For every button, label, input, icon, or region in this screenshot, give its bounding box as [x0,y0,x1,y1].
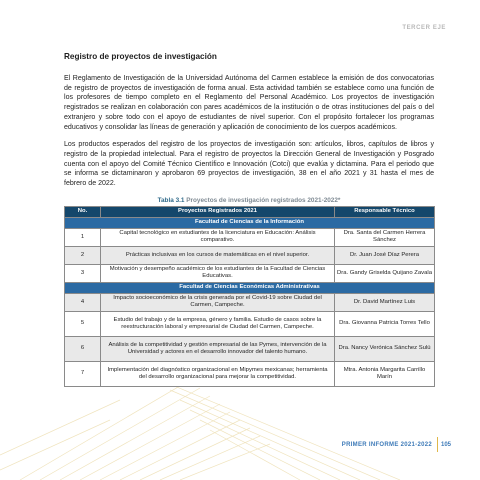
row-number: 5 [65,311,101,336]
paragraph-1: El Reglamento de Investigación de la Universidad Autónoma del Carmen establece la emisión de dos convocatorias de registro de proyectos de investigación de forma anual. Esta actividad también se establece como una función de los profesores de tiempo completo en el Reglamento del Personal Académico. Los proyectos de investigación registrados se realizan en colaboración con pares académicos de la institución o de otras instituciones del país o del extranjero y sobre todo con el apoyo de estudiantes de nivel superior. Con el propósito fortalecer los programas educativos y consolidar las líneas de generación y aplicación de conocimiento de los cuerpos académicos. [64,75,434,131]
row-responsible: Dr. David Martínez Luis [335,293,435,311]
footer-report-title: PRIMER INFORME 2021-2022 [341,442,432,448]
row-project: Prácticas inclusivas en los cursos de matemáticas en el nivel superior. [101,246,335,264]
table-caption-text: Proyectos de investigación registrados 2021-2022* [186,196,341,204]
table-section-row [65,217,435,228]
row-number: 1 [65,228,101,246]
row-number: 6 [65,336,101,361]
row-number: 3 [65,264,101,282]
row-responsible: Dra. Giovanna Patricia Torres Tello [335,311,435,336]
table-row [65,246,435,264]
header-no: No. [65,206,101,217]
table-row [65,311,435,336]
row-project: Motivación y desempeño académico de los estudiantes de la Facultad de Ciencias Educativas. [101,264,335,282]
row-responsible: Dra. Gandy Griselda Quijano Zavala [335,264,435,282]
paragraph-2: Los productos esperados del registro de los proyectos de investigación son: artículos, libros, capítulos de libros y registro de la propiedad intelectual. Para el registro de proyectos la Dirección General de Investigación y Posgrado cuenta con el apoyo del Comité Técnico Científico e Innovación (Cotci) que evalúa y dictamina. Para el periodo que se informa se dictaminaron y aprobaron 69 proyectos de investigación, 38 en el año 2021 y 31 hasta el mes de febrero de 2022. [64,141,434,188]
row-number: 2 [65,246,101,264]
row-responsible: Dr. Juan José Díaz Perera [335,246,435,264]
header-label: TERCER EJE [402,25,446,31]
table-row [65,336,435,361]
main-content [64,52,434,387]
row-project: Estudio del trabajo y de la empresa, género y familia. Estudio de casos sobre la reestructuración laboral y empresarial de Ciudad del Carmen, Campeche. [101,311,335,336]
table-caption-label: Tabla 3.1 [157,196,185,204]
table-row [65,228,435,246]
row-responsible: Mtra. Antonia Margarita Carrillo Marín [335,361,435,386]
row-responsible: Dra. Nancy Verónica Sánchez Sulú [335,336,435,361]
table-row [65,293,435,311]
table-section-row [65,282,435,293]
header-responsible: Responsable Técnico [335,206,435,217]
row-project: Impacto socioeconómico de la crisis generada por el Covid-19 sobre Ciudad del Carmen, Campeche. [101,293,335,311]
page-number: 105 [441,442,452,448]
header-project: Proyectos Registrados 2021 [101,206,335,217]
row-responsible: Dra. Santa del Carmen Herrera Sánchez [335,228,435,246]
row-number: 4 [65,293,101,311]
footer-divider [437,437,438,452]
table-header-row [65,206,435,217]
section-title: Registro de proyectos de investigación [64,52,217,61]
table-caption [64,197,434,204]
row-project: Capital tecnológico en estudiantes de la licenciatura en Educación: Análisis comparativo. [101,228,335,246]
table-row [65,264,435,282]
section-title-informacion: Facultad de Ciencias de la Información [65,217,435,228]
row-project: Análisis de la competitividad y gestión empresarial de las Pymes, intervención de la Universidad y actores en el desarrollo innovador del talento humano. [101,336,335,361]
row-number: 7 [65,361,101,386]
row-project: Implementación del diagnóstico organizacional en Mipymes mexicanas; herramienta del desarrollo organizacional para mejorar la competitividad. [101,361,335,386]
section-title-economicas: Facultad de Ciencias Económicas Administrativas [65,282,435,293]
projects-table [64,206,435,387]
table-row [65,361,435,386]
